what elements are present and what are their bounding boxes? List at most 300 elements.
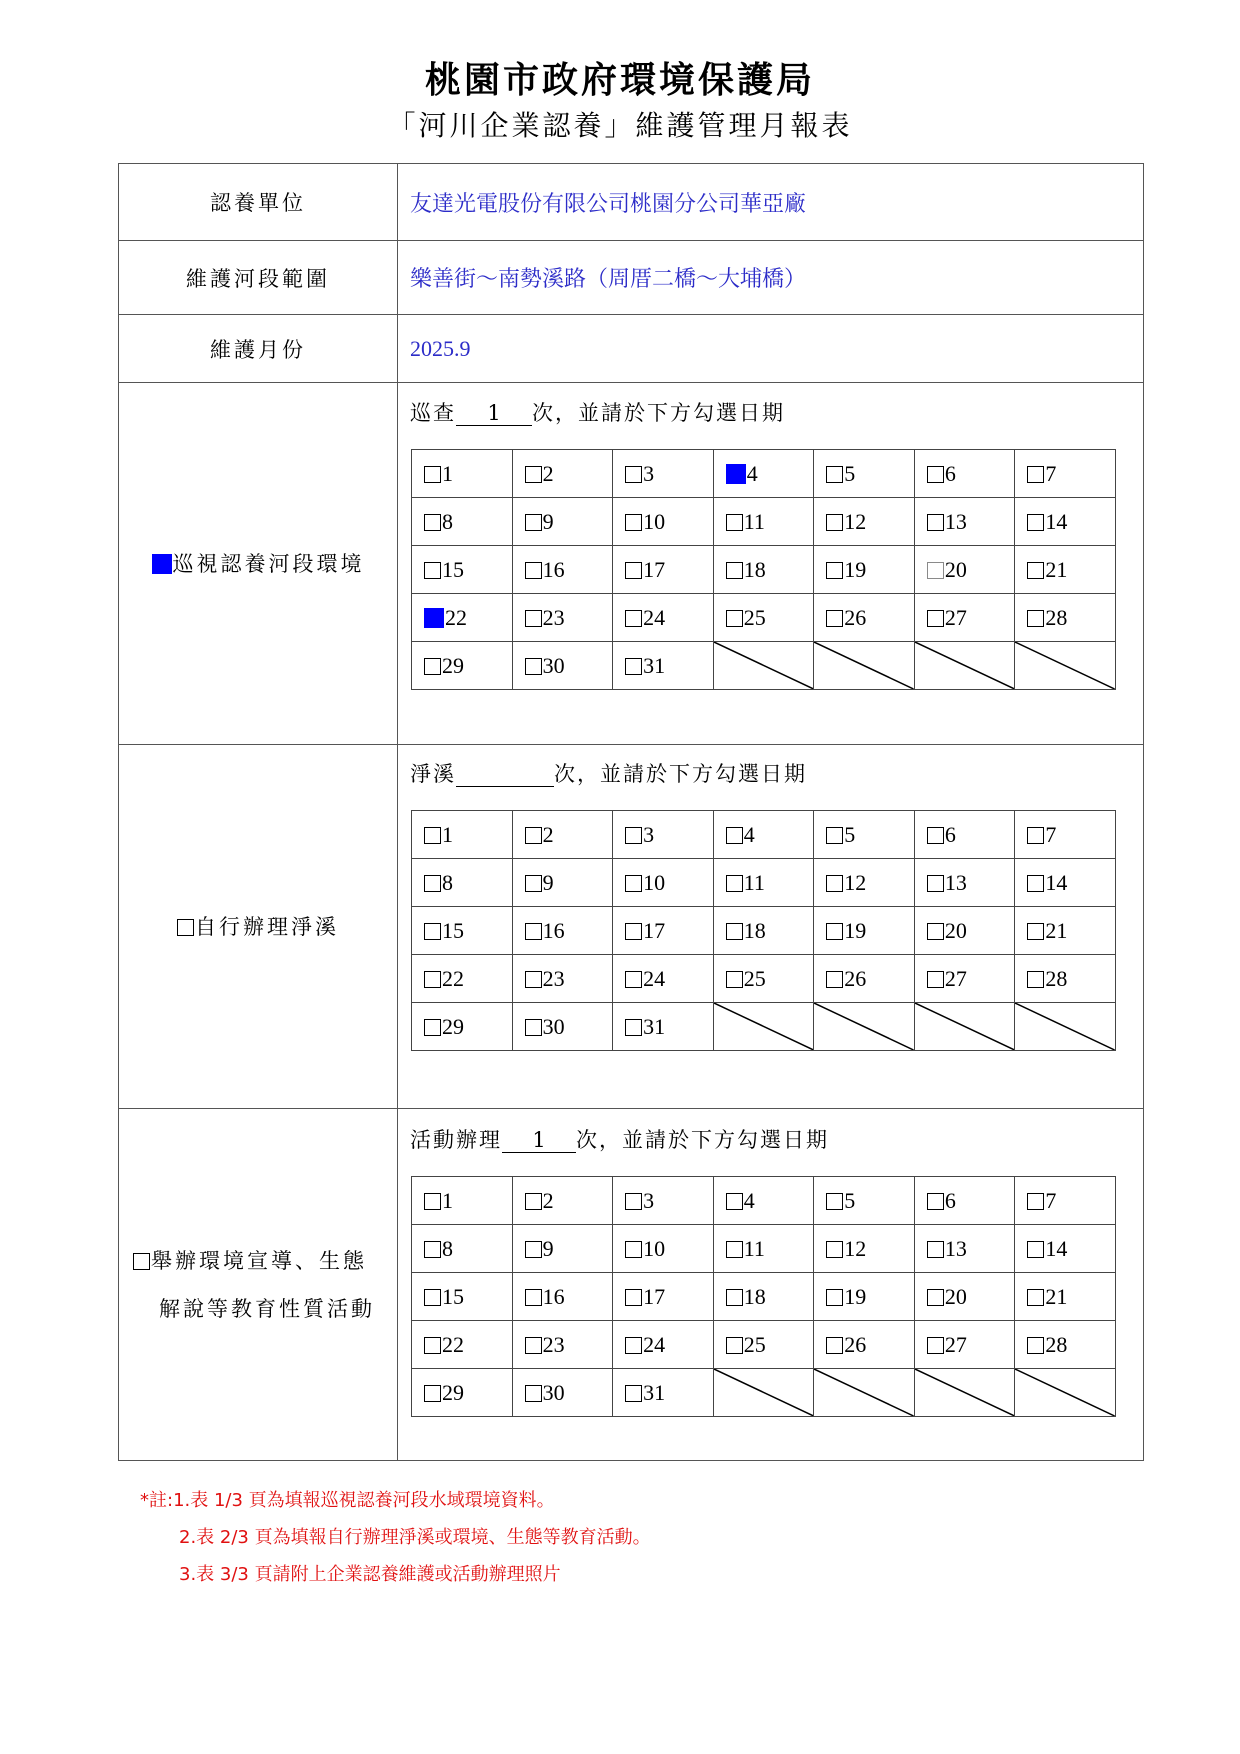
day-checkbox[interactable] [525,610,542,627]
day-cell[interactable] [914,955,1015,1003]
day-number: 7 [1045,821,1057,847]
day-checkbox[interactable] [424,1019,441,1036]
day-number: 19 [844,1283,867,1309]
day-number: 12 [844,508,867,534]
day-checkbox[interactable] [826,971,843,988]
day-cell[interactable] [412,1225,513,1273]
day-checkbox[interactable] [424,514,441,531]
day-checkbox[interactable] [525,466,542,483]
day-cell[interactable] [613,955,714,1003]
day-number: 4 [743,1187,755,1213]
day-checkbox[interactable] [826,923,843,940]
day-checkbox[interactable] [525,875,542,892]
day-number: 8 [442,1235,453,1261]
cleanup-section-checkbox[interactable] [177,919,194,936]
day-cell[interactable] [412,450,513,498]
day-checkbox[interactable] [424,1289,441,1306]
day-checkbox[interactable] [424,562,441,579]
day-checkbox[interactable] [927,827,944,844]
day-cell[interactable] [613,1225,714,1273]
day-number: 1 [442,821,453,847]
day-cell[interactable] [512,642,613,690]
day-cell[interactable] [914,811,1015,859]
day-number: 23 [542,965,565,991]
day-number: 20 [944,917,967,943]
note-1: *註:1.表 1/3 頁為填報巡視認養河段水域環境資料。 [140,1490,555,1511]
day-cell[interactable] [412,1273,513,1321]
day-cell[interactable] [1015,907,1116,955]
day-checkbox[interactable] [826,827,843,844]
empty-day-cell [1015,1369,1116,1417]
day-cell[interactable] [713,498,814,546]
day-cell[interactable] [412,546,513,594]
day-cell[interactable] [1015,1321,1116,1369]
day-number: 25 [743,604,766,630]
day-checkbox[interactable] [1027,923,1044,940]
day-checkbox[interactable] [1027,1193,1044,1210]
day-checkbox[interactable] [525,923,542,940]
day-checkbox[interactable] [625,610,642,627]
day-cell[interactable] [412,1321,513,1369]
day-number: 3 [643,1187,655,1213]
empty-day-cell [1015,1003,1116,1051]
day-cell[interactable] [1015,594,1116,642]
day-cell[interactable] [814,859,915,907]
day-number: 15 [442,1283,464,1309]
day-number: 25 [743,1331,766,1357]
cleanup-calendar [411,810,1116,1051]
day-number: 6 [944,1187,956,1213]
day-cell[interactable] [412,642,513,690]
empty-day-cell [713,1003,814,1051]
day-number: 20 [944,1283,967,1309]
day-checkbox[interactable] [1027,1337,1044,1354]
day-cell[interactable] [814,1321,915,1369]
day-number: 17 [643,556,666,582]
day-checkbox[interactable] [927,610,944,627]
day-number: 9 [542,1235,554,1261]
day-checkbox[interactable] [525,1193,542,1210]
day-checkbox[interactable] [927,875,944,892]
day-cell[interactable] [412,498,513,546]
day-checkbox[interactable] [726,562,743,579]
activity-section-checkbox[interactable] [133,1253,150,1270]
activity-calendar [411,1176,1116,1417]
day-number: 5 [844,460,856,486]
day-number: 21 [1045,556,1068,582]
day-cell[interactable] [1015,498,1116,546]
patrol-section [398,383,1144,745]
day-cell[interactable] [914,450,1015,498]
day-checkbox[interactable] [525,827,542,844]
day-checkbox[interactable] [726,464,746,484]
day-checkbox[interactable] [927,514,944,531]
day-number: 30 [542,1013,565,1039]
day-checkbox[interactable] [726,610,743,627]
day-checkbox[interactable] [927,1193,944,1210]
day-checkbox[interactable] [927,562,944,579]
day-checkbox[interactable] [424,608,444,628]
day-checkbox[interactable] [625,1289,642,1306]
day-checkbox[interactable] [625,1019,642,1036]
day-checkbox[interactable] [525,514,542,531]
day-cell[interactable] [814,811,915,859]
activity-count[interactable]: 1 [502,1128,576,1153]
day-number: 18 [743,917,766,943]
report-table [118,163,1144,1461]
day-checkbox[interactable] [625,658,642,675]
day-cell[interactable] [713,955,814,1003]
day-number: 27 [944,1331,967,1357]
day-number: 10 [643,869,666,895]
day-cell[interactable] [814,450,915,498]
day-cell[interactable] [512,907,613,955]
range-value[interactable]: 樂善街～南勢溪路（周厝二橋～大埔橋） [398,241,1144,315]
day-checkbox[interactable] [625,1193,642,1210]
day-cell[interactable] [512,546,613,594]
day-cell[interactable] [613,1369,714,1417]
activity-section-label [119,1109,398,1461]
note-3: 3.表 3/3 頁請附上企業認養維護或活動辦理照片 [179,1564,561,1585]
day-checkbox[interactable] [424,1241,441,1258]
day-cell[interactable] [613,450,714,498]
day-number: 22 [442,1331,464,1357]
day-checkbox[interactable] [826,562,843,579]
day-number: 23 [542,604,565,630]
day-checkbox[interactable] [625,514,642,531]
cleanup-suffix: 次，並請於下方勾選日期 [554,762,807,786]
day-cell[interactable] [713,1177,814,1225]
patrol-calendar [411,449,1116,690]
note-2: 2.表 2/3 頁為填報自行辦理淨溪或環境、生態等教育活動。 [179,1527,651,1548]
day-checkbox[interactable] [525,1241,542,1258]
day-number: 1 [442,460,453,486]
day-number: 4 [743,821,755,847]
day-cell[interactable] [914,1225,1015,1273]
day-number: 23 [542,1331,565,1357]
day-checkbox[interactable] [424,466,441,483]
day-cell[interactable] [613,1273,714,1321]
day-checkbox[interactable] [625,1241,642,1258]
day-cell[interactable] [613,859,714,907]
day-number: 19 [844,556,867,582]
day-number: 30 [542,1379,565,1405]
month-value[interactable]: 2025.9 [398,315,1144,383]
empty-day-cell [814,642,915,690]
day-checkbox[interactable] [826,1337,843,1354]
day-cell[interactable] [512,1225,613,1273]
day-checkbox[interactable] [625,827,642,844]
day-checkbox[interactable] [424,658,441,675]
day-cell[interactable] [613,1177,714,1225]
day-checkbox[interactable] [525,1337,542,1354]
day-number: 10 [643,1235,666,1261]
document-title: 桃園市政府環境保護局 [424,59,815,101]
day-cell[interactable] [1015,859,1116,907]
day-number: 22 [442,965,464,991]
day-cell[interactable] [814,955,915,1003]
day-cell[interactable] [713,1321,814,1369]
empty-day-cell [1015,642,1116,690]
day-cell[interactable] [412,1177,513,1225]
day-cell[interactable] [713,1273,814,1321]
day-number: 29 [442,652,464,678]
empty-day-cell [914,1003,1015,1051]
day-number: 25 [743,965,766,991]
day-checkbox[interactable] [1027,971,1044,988]
day-checkbox[interactable] [525,1289,542,1306]
day-number: 5 [844,1187,856,1213]
day-number: 28 [1045,1331,1068,1357]
day-checkbox[interactable] [424,923,441,940]
day-cell[interactable] [1015,955,1116,1003]
day-checkbox[interactable] [726,514,743,531]
day-cell[interactable] [512,1369,613,1417]
empty-day-cell [814,1369,915,1417]
day-number: 9 [542,869,554,895]
day-checkbox[interactable] [826,1193,843,1210]
day-checkbox[interactable] [1027,610,1044,627]
day-number: 2 [542,1187,554,1213]
day-cell[interactable] [613,1003,714,1051]
patrol-section-checkbox[interactable] [152,554,172,574]
day-checkbox[interactable] [625,562,642,579]
day-number: 26 [844,965,867,991]
day-checkbox[interactable] [826,1241,843,1258]
day-number: 14 [1045,869,1068,895]
day-checkbox[interactable] [726,1241,743,1258]
day-number: 6 [944,460,956,486]
day-checkbox[interactable] [625,1385,642,1402]
day-checkbox[interactable] [927,466,944,483]
day-cell[interactable] [512,859,613,907]
day-cell[interactable] [512,1003,613,1051]
day-number: 30 [542,652,565,678]
day-cell[interactable] [914,1177,1015,1225]
day-cell[interactable] [914,498,1015,546]
day-number: 8 [442,869,453,895]
unit-label: 認養單位 [119,164,398,241]
day-checkbox[interactable] [525,971,542,988]
day-cell[interactable] [412,594,513,642]
cleanup-count[interactable] [456,762,554,787]
day-cell[interactable] [1015,1177,1116,1225]
day-checkbox[interactable] [424,875,441,892]
day-checkbox[interactable] [625,971,642,988]
empty-day-cell [914,1369,1015,1417]
day-number: 13 [944,1235,967,1261]
day-cell[interactable] [814,1273,915,1321]
day-cell[interactable] [1015,1225,1116,1273]
day-number: 9 [542,508,554,534]
day-number: 4 [746,460,758,486]
day-cell[interactable] [412,1369,513,1417]
day-cell[interactable] [713,859,814,907]
activity-suffix: 次，並請於下方勾選日期 [576,1128,829,1152]
day-checkbox[interactable] [1027,1289,1044,1306]
day-cell[interactable] [512,955,613,1003]
cleanup-section [398,745,1144,1109]
day-checkbox[interactable] [927,923,944,940]
day-cell[interactable] [814,1225,915,1273]
day-number: 27 [944,965,967,991]
day-cell[interactable] [814,1177,915,1225]
day-number: 24 [643,1331,666,1357]
day-number: 13 [944,508,967,534]
day-checkbox[interactable] [525,1019,542,1036]
day-cell[interactable] [1015,811,1116,859]
day-cell[interactable] [713,1225,814,1273]
day-checkbox[interactable] [525,562,542,579]
day-number: 6 [944,821,956,847]
activity-prefix: 活動辦理 [410,1128,502,1152]
day-number: 5 [844,821,856,847]
day-number: 29 [442,1013,464,1039]
day-cell[interactable] [412,955,513,1003]
day-cell[interactable] [713,546,814,594]
day-cell[interactable] [814,546,915,594]
day-cell[interactable] [713,594,814,642]
patrol-suffix: 次，並請於下方勾選日期 [532,401,785,425]
day-checkbox[interactable] [1027,1241,1044,1258]
day-checkbox[interactable] [1027,466,1044,483]
day-cell[interactable] [412,907,513,955]
day-number: 18 [743,1283,766,1309]
day-checkbox[interactable] [826,875,843,892]
day-number: 8 [442,508,453,534]
day-number: 14 [1045,1235,1068,1261]
day-checkbox[interactable] [927,1241,944,1258]
day-checkbox[interactable] [726,1289,743,1306]
day-cell[interactable] [412,1003,513,1051]
patrol-count[interactable]: 1 [456,401,532,426]
day-cell[interactable] [412,811,513,859]
day-cell[interactable] [613,594,714,642]
day-checkbox[interactable] [525,658,542,675]
day-number: 11 [743,869,765,895]
day-checkbox[interactable] [625,923,642,940]
day-checkbox[interactable] [826,610,843,627]
day-checkbox[interactable] [726,875,743,892]
day-checkbox[interactable] [927,1289,944,1306]
day-cell[interactable] [512,498,613,546]
patrol-section-label [119,383,398,745]
document-subtitle: 「河川企業認養」維護管理月報表 [387,109,853,142]
day-cell[interactable] [914,1273,1015,1321]
day-checkbox[interactable] [424,827,441,844]
empty-day-cell [713,1369,814,1417]
day-checkbox[interactable] [726,923,743,940]
day-checkbox[interactable] [424,971,441,988]
day-checkbox[interactable] [826,466,843,483]
day-checkbox[interactable] [625,1337,642,1354]
day-checkbox[interactable] [625,466,642,483]
day-cell[interactable] [613,907,714,955]
empty-day-cell [814,1003,915,1051]
day-checkbox[interactable] [726,1193,743,1210]
day-number: 2 [542,821,554,847]
day-checkbox[interactable] [826,514,843,531]
day-number: 12 [844,869,867,895]
day-checkbox[interactable] [726,1337,743,1354]
day-number: 17 [643,1283,666,1309]
empty-day-cell [713,642,814,690]
day-checkbox[interactable] [625,875,642,892]
day-checkbox[interactable] [1027,562,1044,579]
day-cell[interactable] [814,498,915,546]
day-checkbox[interactable] [726,827,743,844]
day-cell[interactable] [814,907,915,955]
day-cell[interactable] [713,907,814,955]
day-checkbox[interactable] [927,971,944,988]
day-checkbox[interactable] [424,1337,441,1354]
day-cell[interactable] [512,811,613,859]
day-number: 10 [643,508,666,534]
notes [140,1482,651,1593]
day-number: 7 [1045,460,1057,486]
day-number: 16 [542,556,565,582]
day-number: 17 [643,917,666,943]
day-cell[interactable] [512,1177,613,1225]
day-checkbox[interactable] [424,1193,441,1210]
day-number: 3 [643,821,655,847]
activity-section-label-line2: 解說等教育性質活動 [159,1296,375,1321]
day-number: 19 [844,917,867,943]
day-checkbox[interactable] [1027,827,1044,844]
day-number: 21 [1045,1283,1068,1309]
cleanup-section-label [119,745,398,1109]
day-cell[interactable] [713,450,814,498]
day-checkbox[interactable] [525,1385,542,1402]
day-number: 26 [844,1331,867,1357]
day-number: 28 [1045,965,1068,991]
day-number: 11 [743,1235,765,1261]
day-checkbox[interactable] [424,1385,441,1402]
day-cell[interactable] [512,450,613,498]
day-number: 31 [643,1013,666,1039]
day-checkbox[interactable] [1027,514,1044,531]
day-cell[interactable] [613,498,714,546]
day-cell[interactable] [914,1321,1015,1369]
day-cell[interactable] [1015,450,1116,498]
day-cell[interactable] [1015,1273,1116,1321]
day-checkbox[interactable] [1027,875,1044,892]
day-cell[interactable] [512,594,613,642]
day-cell[interactable] [814,594,915,642]
day-cell[interactable] [914,859,1015,907]
day-cell[interactable] [713,811,814,859]
day-cell[interactable] [613,642,714,690]
day-cell[interactable] [613,546,714,594]
day-cell[interactable] [512,1321,613,1369]
day-checkbox[interactable] [826,1289,843,1306]
day-cell[interactable] [412,859,513,907]
day-number: 2 [542,460,554,486]
day-cell[interactable] [613,1321,714,1369]
day-number: 15 [442,556,464,582]
day-cell[interactable] [512,1273,613,1321]
day-number: 27 [944,604,967,630]
unit-value[interactable]: 友達光電股份有限公司桃園分公司華亞廠 [398,164,1144,241]
day-cell[interactable] [613,811,714,859]
day-checkbox[interactable] [726,971,743,988]
day-cell[interactable] [914,594,1015,642]
day-cell[interactable] [914,907,1015,955]
day-checkbox[interactable] [927,1337,944,1354]
day-cell[interactable] [914,546,1015,594]
day-cell[interactable] [1015,546,1116,594]
day-number: 1 [442,1187,453,1213]
